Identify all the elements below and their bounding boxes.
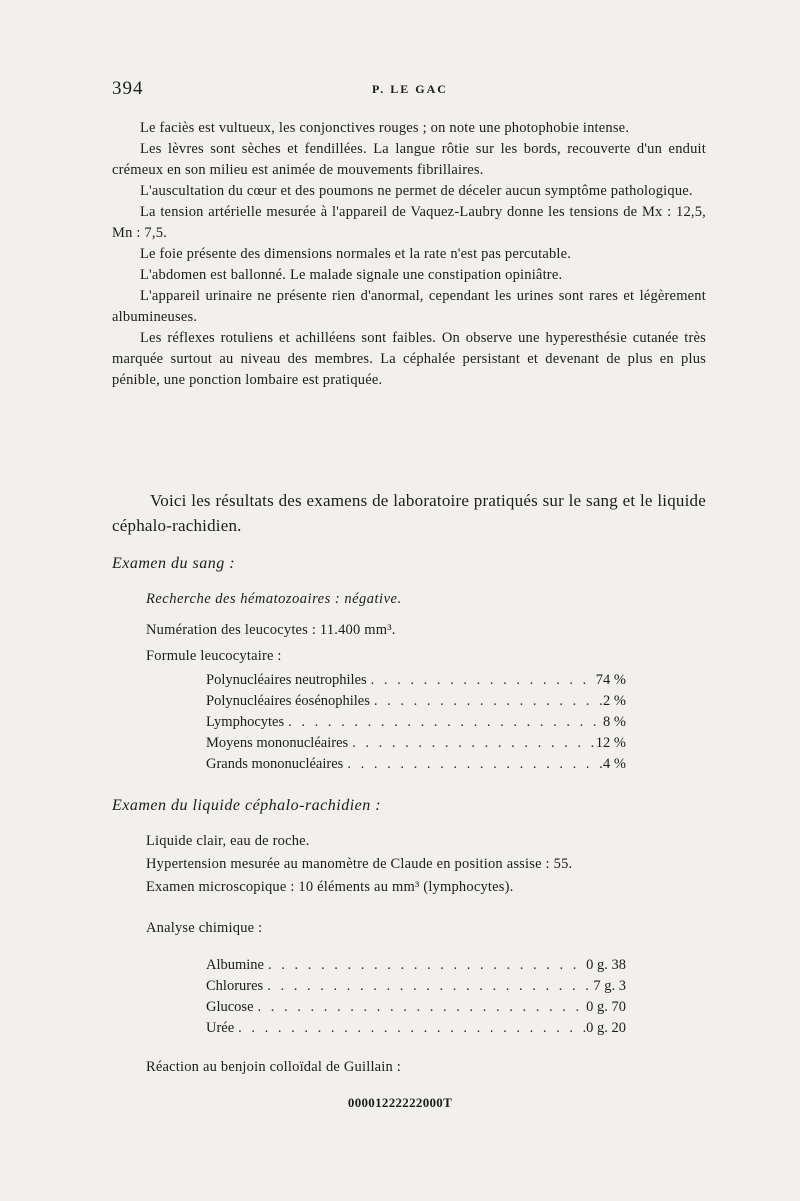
row-value: 0 g. 20 [586, 1020, 626, 1036]
row-value: 74 % [595, 672, 626, 688]
dot-leader [348, 735, 596, 752]
page-header [112, 78, 708, 102]
row-label: Polynucléaires neutrophiles [206, 672, 367, 688]
row-label: Urée [206, 1020, 235, 1036]
leukocyte-formula-table [206, 672, 626, 777]
paragraph: L'appareil urinaire ne présente rien d'anormal, cependant les urines sont rares et légèrement albumineuses. [112, 288, 706, 325]
row-label: Grands mononucléaires [206, 756, 344, 772]
chemistry-table [206, 957, 626, 1041]
paragraph: Les réflexes rotuliens et achilléens sont faibles. On observe une hyperesthésie cutanée très marquée surtout au niveau des membres. La céphalée persistant et devenant de plus en plus pénible, une ponction lombaire est pratiquée. [112, 330, 706, 388]
dot-leader [367, 672, 596, 689]
csf-microscopy: Examen microscopique : 10 éléments au mm³ (lymphocytes). [146, 879, 514, 895]
csf-pressure: Hypertension mesurée au manomètre de Claude en position assise : 55. [146, 856, 573, 872]
csf-appearance: Liquide clair, eau de roche. [146, 833, 310, 849]
page-number: 394 [112, 78, 144, 99]
table-row [206, 693, 626, 714]
paragraph: Le faciès est vultueux, les conjonctives rouges ; on note une photophobie intense. [140, 120, 630, 136]
csf-exam-title: Examen du liquide céphalo-rachidien : [112, 797, 382, 814]
paragraph: L'abdomen est ballonné. Le malade signale une constipation opiniâtre. [140, 267, 563, 283]
table-row [206, 978, 626, 999]
table-row [206, 756, 626, 777]
row-label: Chlorures [206, 978, 264, 994]
lab-results-intro: Voici les résultats des examens de laboratoire pratiqués sur le sang et le liquide céphalo-rachidien. [112, 491, 706, 535]
row-value: 12 % [595, 735, 626, 751]
dot-leader [254, 999, 587, 1016]
formula-label: Formule leucocytaire : [146, 648, 282, 664]
table-row [206, 714, 626, 735]
chemistry-label: Analyse chimique : [146, 920, 263, 936]
paragraph: Les lèvres sont sèches et fendillées. La langue rôtie sur les bords, recouverte d'un enduit crémeux en son milieu est animée de mouvements fibrillaires. [112, 141, 706, 178]
paragraph: L'auscultation du cœur et des poumons ne permet de déceler aucun symptôme pathologique. [140, 183, 693, 199]
row-value: 0 g. 70 [586, 999, 626, 1015]
table-row [206, 999, 626, 1020]
benzoin-label: Réaction au benjoin colloïdal de Guillain : [146, 1059, 402, 1075]
blood-exam-title: Examen du sang : [112, 555, 236, 572]
clinical-text [112, 118, 706, 391]
paragraph: La tension artérielle mesurée à l'appareil de Vaquez-Laubry donne les tensions de Mx : 12,5, Mn : 7,5. [112, 204, 706, 241]
row-label: Polynucléaires éosénophiles [206, 693, 370, 709]
dot-leader [343, 756, 603, 773]
row-value: 4 % [603, 756, 626, 772]
table-row [206, 957, 626, 978]
dot-leader [284, 714, 603, 731]
row-value: 8 % [603, 714, 626, 730]
table-row [206, 735, 626, 756]
running-head: P. LE GAC [372, 82, 448, 96]
leukocyte-count: Numération des leucocytes : 11.400 mm³. [146, 622, 396, 638]
row-label: Moyens mononucléaires [206, 735, 349, 751]
row-value: 0 g. 38 [586, 957, 626, 973]
row-value: 2 % [603, 693, 626, 709]
row-value: 7 g. 3 [593, 978, 626, 994]
table-row [206, 1020, 626, 1041]
dot-leader [264, 957, 586, 974]
dot-leader [234, 1020, 586, 1037]
paragraph: Le foie présente des dimensions normales et la rate n'est pas percutable. [140, 246, 572, 262]
dot-leader [370, 693, 603, 710]
benzoin-result: 00001222222000T [347, 1095, 453, 1110]
table-row [206, 672, 626, 693]
hematozoa-result: Recherche des hématozoaires : négative. [146, 591, 402, 607]
dot-leader [263, 978, 593, 995]
row-label: Glucose [206, 999, 254, 1015]
row-label: Lymphocytes [206, 714, 285, 730]
row-label: Albumine [206, 957, 264, 973]
